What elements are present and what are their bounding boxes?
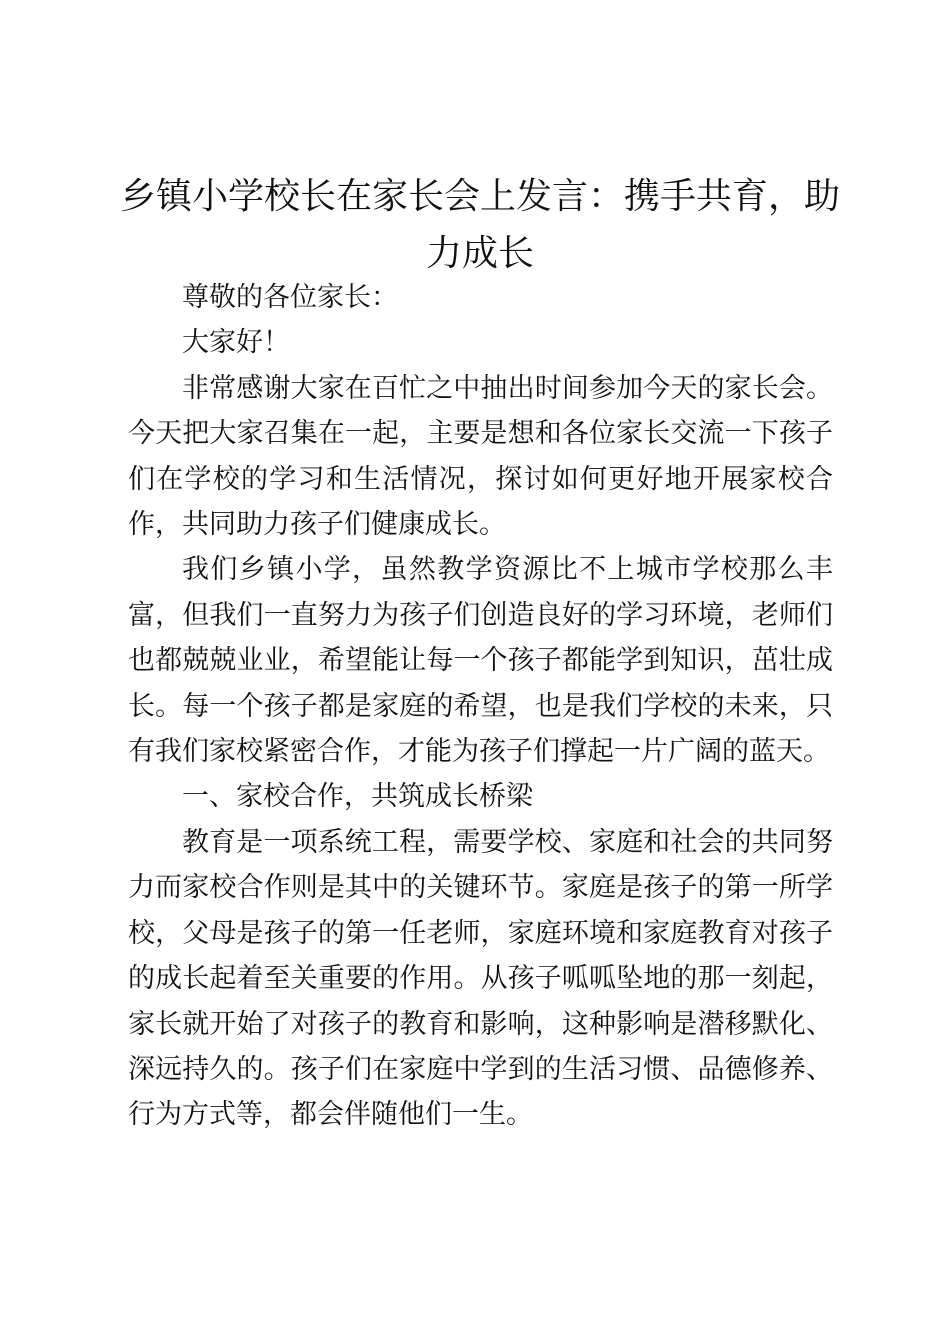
greeting: 大家好！ <box>182 327 290 359</box>
salutation: 尊敬的各位家长： <box>182 282 398 313</box>
body-paragraph: 我们乡镇小学，虽然教学资源比不上城市学校那么丰富，但我们一直努力为孩子们创造良好的学习环境，老师们也都兢兢业业，希望能让每一个孩子都能学到知识，茁壮成长。每一个孩子都是家庭的希望，也是我们学校的未来，只有我们家校紧密合作，才能为孩子们撑起一片广阔的蓝天。 <box>128 554 833 768</box>
document-title: 乡镇小学校长在家长会上发言：携手共育，助力成长 <box>119 176 840 274</box>
body-paragraph: 教育是一项系统工程，需要学校、家庭和社会的共同努力而家校合作则是其中的关键环节。家庭是孩子的第一所学校，父母是孩子的第一任老师，家庭环境和家庭教育对孩子的成长起着至关重要的作用。从孩子呱呱坠地的那一刻起，家长就开始了对孩子的教育和影响，这种影响是潜移默化、深远持久的。孩子们在家庭中学到的生活习惯、品德修养、行为方式等，都会伴随他们一生。 <box>128 826 833 1131</box>
document-body <box>128 275 833 1138</box>
body-paragraph: 非常感谢大家在百忙之中抽出时间参加今天的家长会。今天把大家召集在一起，主要是想和各位家长交流一下孩子们在学校的学习和生活情况，探讨如何更好地开展家校合作，共同助力孩子们健康成长。 <box>128 372 833 541</box>
section-heading: 一、家校合作，共筑成长桥梁 <box>182 781 533 813</box>
